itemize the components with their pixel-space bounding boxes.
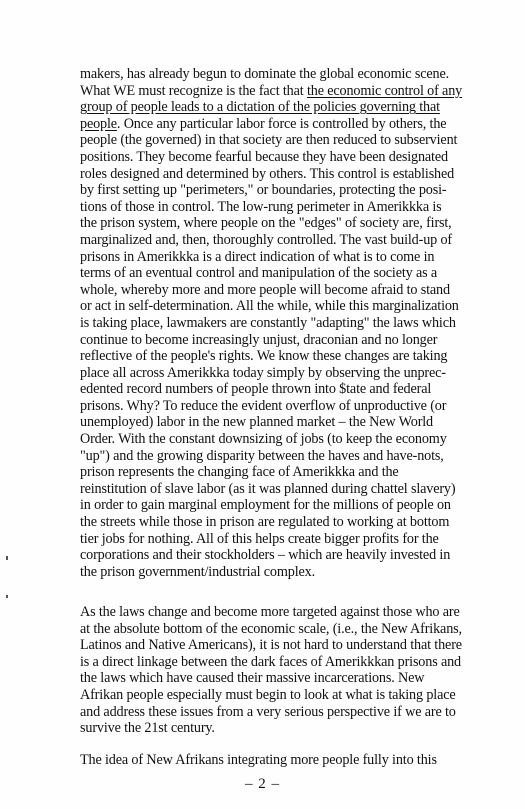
text-line xyxy=(80,348,482,365)
text-line xyxy=(80,564,482,581)
text-line xyxy=(80,99,482,116)
text-run: or act in self-determination. All the while, while this marginalization xyxy=(80,298,459,315)
text-run: "up") and the growing disparity between the haves and have-nots, xyxy=(80,447,444,464)
text-run: is taking place, lawmakers are constantly "adapting" the laws which xyxy=(80,314,456,331)
text-run: survive the 21st century. xyxy=(80,720,215,737)
text-run: tier jobs for nothing. All of this helps create bigger profits for the xyxy=(80,530,439,547)
text-line xyxy=(80,704,482,721)
text-run: Latinos and Native Americans), it is not hard to understand that there xyxy=(80,637,462,654)
text-line xyxy=(80,670,482,687)
margin-scan-mark xyxy=(6,556,8,560)
paragraph-3 xyxy=(80,752,482,769)
text-line xyxy=(80,298,482,315)
underlined-text: people xyxy=(80,115,117,132)
text-run: positions. They become fearful because they have been designated xyxy=(80,148,448,165)
text-run: reflective of the people's rights. We know these changes are taking xyxy=(80,348,448,365)
text-line xyxy=(80,514,482,531)
text-line xyxy=(80,215,482,232)
text-line xyxy=(80,497,482,514)
text-line xyxy=(80,431,482,448)
text-run: by first setting up "perimeters," or boundaries, protecting the posi- xyxy=(80,182,447,199)
text-line xyxy=(80,166,482,183)
text-line xyxy=(80,132,482,149)
text-line xyxy=(80,398,482,415)
text-run: place all across Amerikkka today simply by observing the unprec- xyxy=(80,364,446,381)
text-run: the laws which have caused their massive incarcerations. New xyxy=(80,670,425,687)
page-number: – 2 – xyxy=(245,776,280,792)
text-run: reinstitution of slave labor (as it was planned during chattel slavery) xyxy=(80,480,456,497)
text-run: marginalized and, then, thoroughly controlled. The vast build-up of xyxy=(80,231,453,248)
text-line xyxy=(80,332,482,349)
text-run: and address these issues from a very serious perspective if we are to xyxy=(80,703,456,720)
text-line xyxy=(80,315,482,332)
text-run: continue to become increasingly unjust, draconian and no longer xyxy=(80,331,438,348)
text-run: The idea of New Afrikans integrating more people fully into this xyxy=(80,752,437,768)
text-line xyxy=(80,365,482,382)
text-line xyxy=(80,531,482,548)
text-line xyxy=(80,464,482,481)
text-line xyxy=(80,720,482,737)
text-line xyxy=(80,232,482,249)
text-run: roles designed and determined by others. This control is established xyxy=(80,165,455,182)
text-run: prisons in Amerikkka is a direct indication of what is to come in xyxy=(80,248,435,265)
text-run: prison represents the changing face of Amerikkka and the xyxy=(80,464,399,481)
text-run: unemployed) labor in the new planned market – the New World xyxy=(80,414,433,431)
text-line xyxy=(80,621,482,638)
text-run: the prison system, where people on the "edges" of society are, first, xyxy=(80,215,452,232)
text-run: terms of an eventual control and manipulation of the society as a xyxy=(80,265,438,282)
text-run: As the laws change and become more targeted against those who are xyxy=(80,604,460,620)
margin-scan-mark xyxy=(6,595,8,598)
text-line xyxy=(80,149,482,166)
text-line xyxy=(80,752,482,769)
text-run: is a direct linkage between the dark faces of Amerikkkan prisons and xyxy=(80,653,462,670)
text-line xyxy=(80,414,482,431)
text-line xyxy=(80,249,482,266)
text-run: . Once any particular labor force is controlled by others, the xyxy=(116,115,447,132)
text-line xyxy=(80,687,482,704)
text-run: Order. With the constant downsizing of jobs (to keep the economy xyxy=(80,431,447,448)
text-run: whole, whereby more and more people will become afraid to stand xyxy=(80,281,450,298)
text-line xyxy=(80,604,482,621)
text-line xyxy=(80,182,482,199)
text-line xyxy=(80,66,482,83)
underlined-text: the economic control of any xyxy=(306,82,463,99)
text-line xyxy=(80,282,482,299)
text-run: prisons. Why? To reduce the evident overflow of unproductive (or xyxy=(80,397,447,414)
text-run: tions of those in control. The low-rung perimeter in Amerikkka is xyxy=(80,198,442,215)
text-line xyxy=(80,448,482,465)
text-line xyxy=(80,265,482,282)
text-line xyxy=(80,637,482,654)
text-run: people (the governed) in that society are then reduced to subservient xyxy=(80,132,458,149)
text-line xyxy=(80,547,482,564)
paragraph-1 xyxy=(80,66,482,580)
text-line xyxy=(80,83,482,100)
text-run: at the absolute bottom of the economic scale, (i.e., the New Afrikans, xyxy=(80,620,462,637)
text-run: What WE must recognize is the fact that xyxy=(80,82,307,99)
paragraph-2 xyxy=(80,604,482,737)
text-line xyxy=(80,381,482,398)
text-run: makers, has already begun to dominate the global economic scene. xyxy=(80,66,449,82)
text-line xyxy=(80,199,482,216)
text-run: edented record numbers of people thrown into $tate and federal xyxy=(80,381,432,398)
text-line xyxy=(80,481,482,498)
text-run: corporations and their stockholders – which are heavily invested in xyxy=(80,547,451,564)
text-run: the streets while those in prison are regulated to working at bottom xyxy=(80,514,450,531)
text-line xyxy=(80,654,482,671)
text-run: Afrikan people especially must begin to look at what is taking place xyxy=(80,686,456,703)
text-line xyxy=(80,116,482,133)
underlined-text: group of people leads to a dictation of the policies governing that xyxy=(80,99,440,116)
text-run: in order to gain marginal employment for the millions of people on xyxy=(80,497,451,514)
text-run: the prison government/industrial complex. xyxy=(80,563,315,580)
